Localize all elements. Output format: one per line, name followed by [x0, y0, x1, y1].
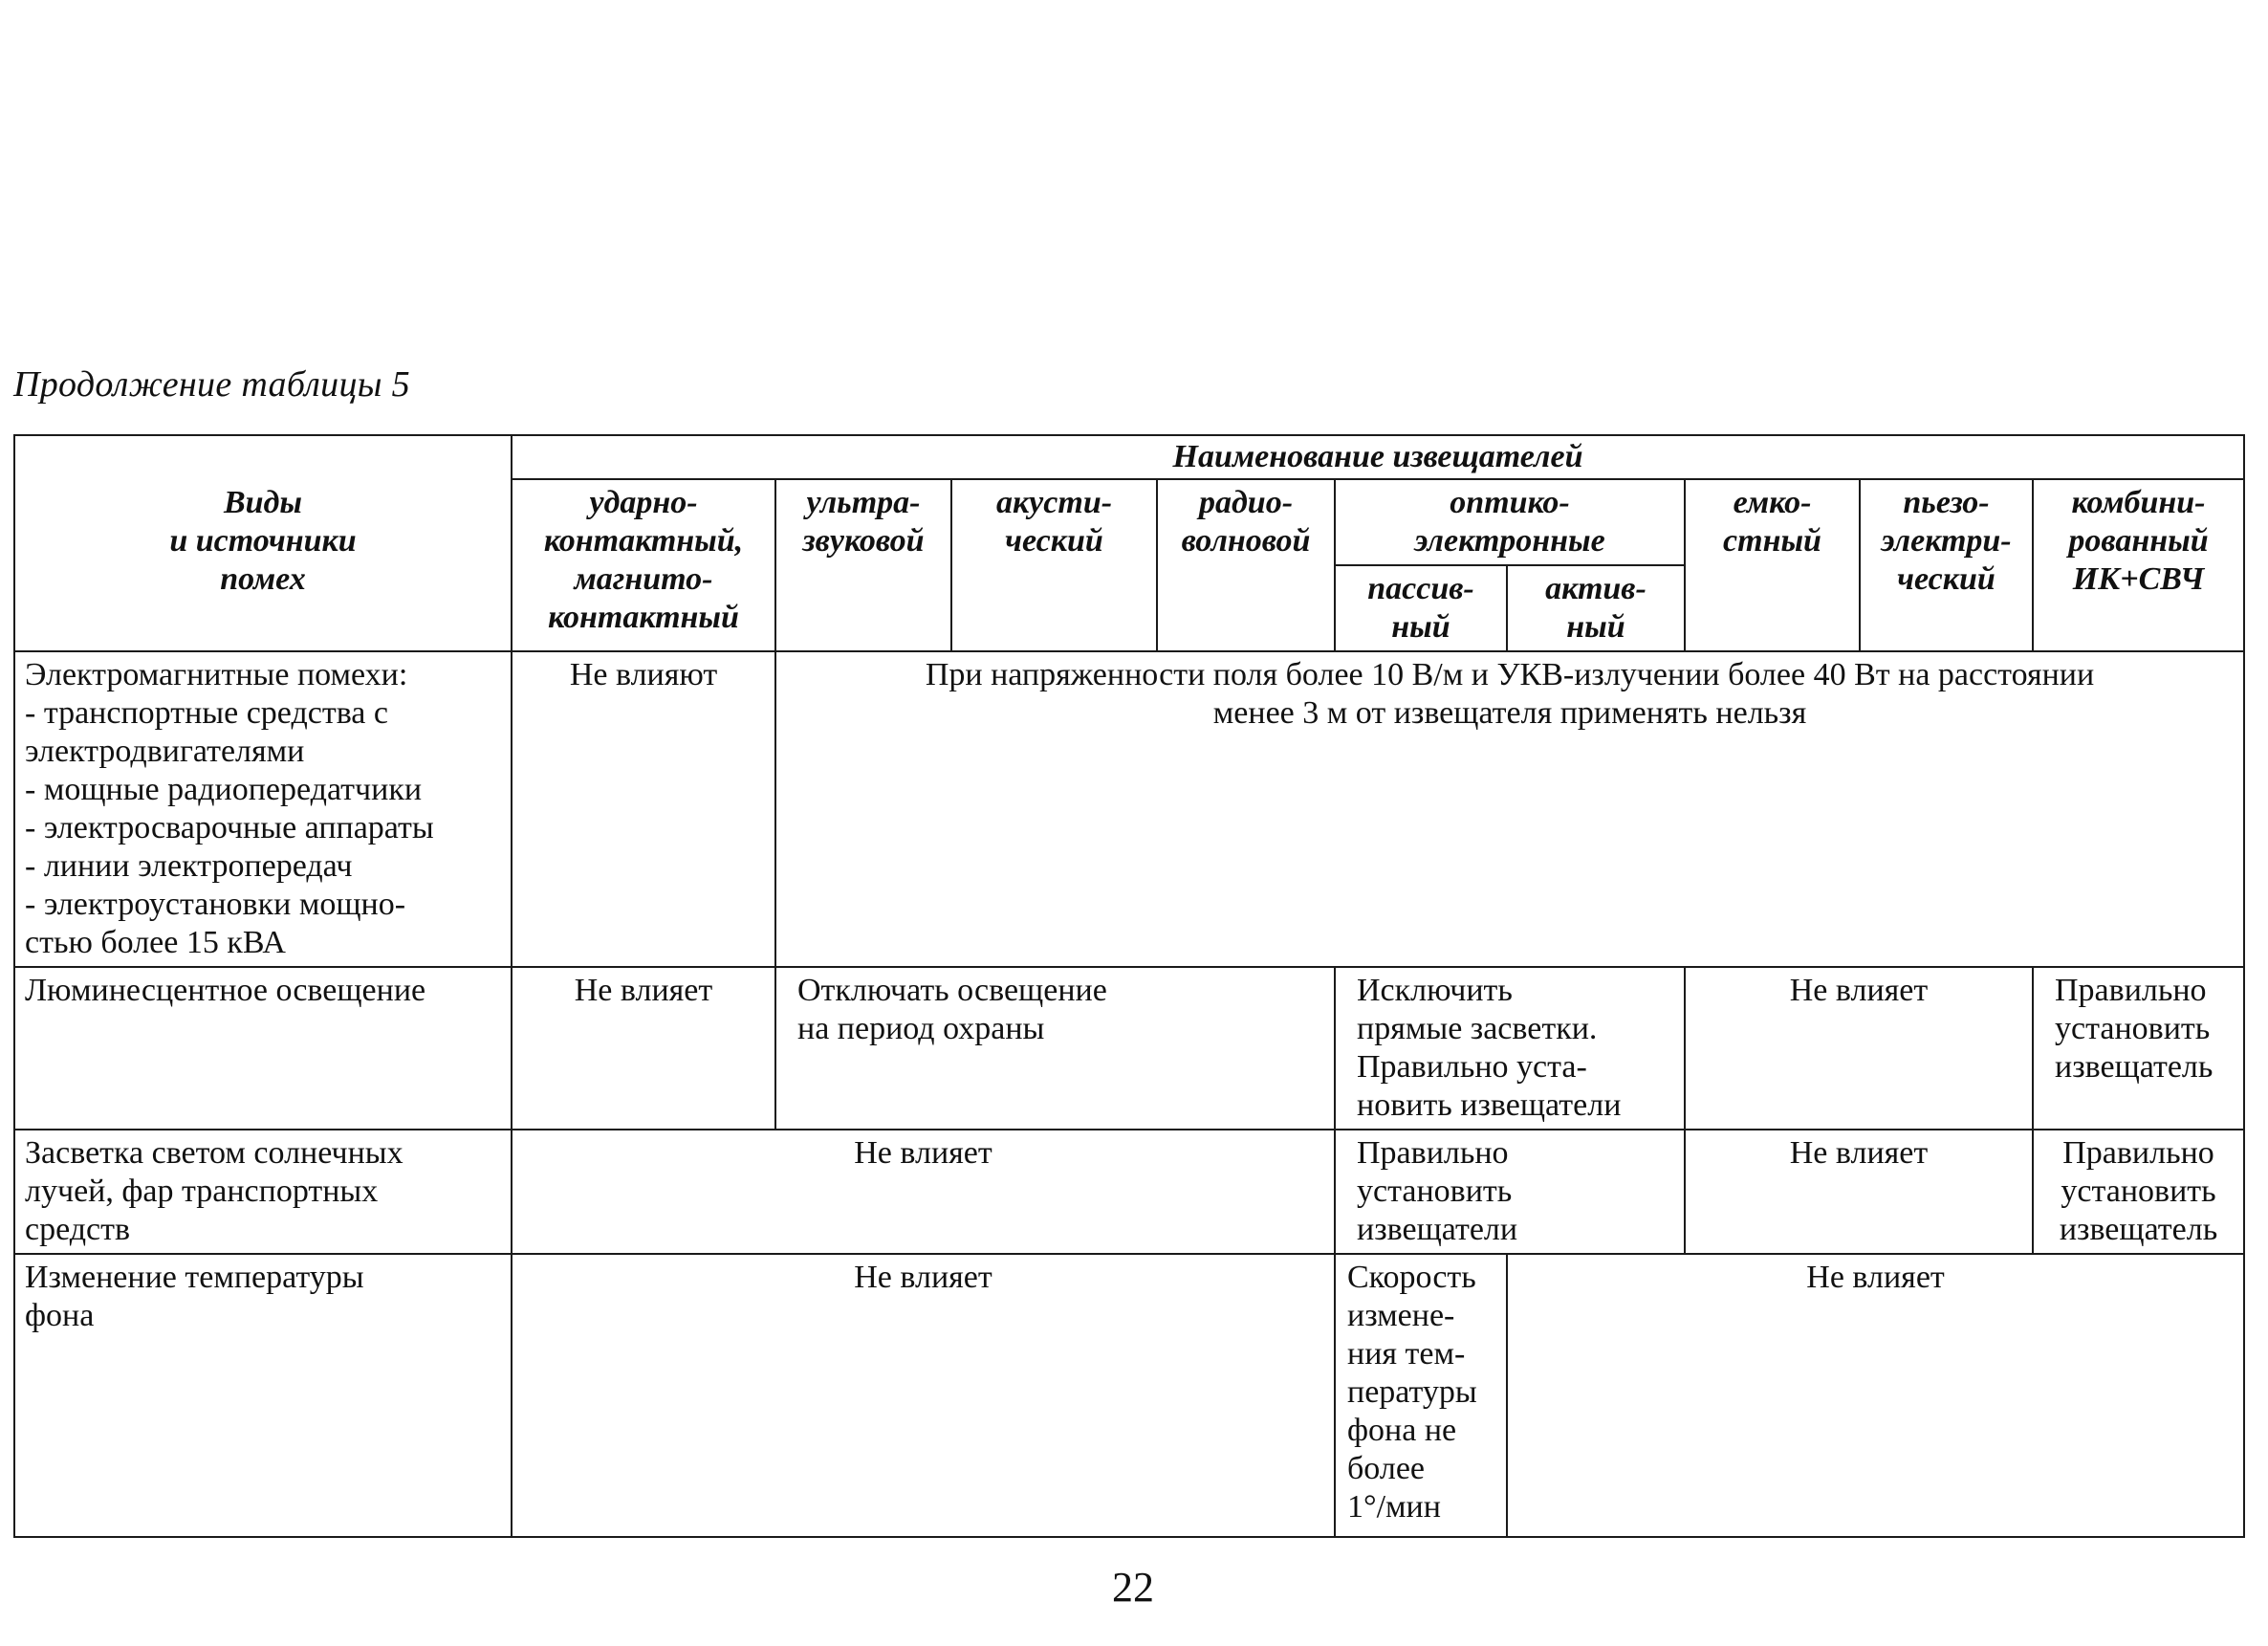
header-col-akust: акусти- ческий [951, 479, 1157, 651]
cell-r1-udarno: Не влияют [512, 651, 775, 967]
cell-r2-kombi: Правильно установить извещатель [2033, 967, 2244, 1130]
header-col-radio: радио- волновой [1157, 479, 1335, 651]
cell-r3-emko-piezo: Не влияет [1685, 1130, 2033, 1254]
header-col-emko: емко- стный [1685, 479, 1860, 651]
header-col-active: актив- ный [1507, 565, 1685, 651]
header-col-piezo: пьезо- электри- ческий [1860, 479, 2033, 651]
header-col-ultra: ультра- звуковой [775, 479, 951, 651]
cell-r3-optiko: Правильно установить извещатели [1335, 1130, 1685, 1254]
cell-r4-udarno-radio: Не влияет [512, 1254, 1335, 1537]
header-row-types: Виды и источники помех [14, 435, 512, 651]
page-number: 22 [1112, 1564, 1154, 1611]
header-col-passive: пассив- ный [1335, 565, 1507, 651]
cell-r2-udarno: Не влияет [512, 967, 775, 1130]
row-label-electromagnetic: Электромагнитные помехи: - транспортные средства с электродвигателями - мощные радиопередатчики - электросварочные аппараты - линии электропередач - электроустановки мощно- стью более 15 кВА [14, 651, 512, 967]
cell-r4-active-kombi: Не влияет [1507, 1254, 2244, 1537]
cell-r2-optiko: Исключить прямые засветки. Правильно уста- новить извещатели [1335, 967, 1685, 1130]
cell-r3-udarno-radio: Не влияет [512, 1130, 1335, 1254]
header-group-detectors: Наименование извещателей [512, 435, 2244, 479]
row-label-fluorescent: Люминесцентное освещение [14, 967, 512, 1130]
cell-r2-ultra-radio: Отключать освещение на период охраны [775, 967, 1335, 1130]
header-col-optiko: оптико- электронные [1335, 479, 1685, 565]
cell-r2-emko-piezo: Не влияет [1685, 967, 2033, 1130]
cell-r4-passive: Скорость измене- ния тем- пературы фона не более 1°/мин [1335, 1254, 1507, 1537]
table-caption: Продолжение таблицы 5 [13, 364, 410, 405]
cell-r1-others: При напряженности поля более 10 В/м и УКВ-излучении более 40 Вт на расстоянии менее 3 м от извещателя применять нельзя [775, 651, 2244, 967]
header-col-kombi: комбини- рованный ИК+СВЧ [2033, 479, 2244, 651]
row-label-sunlight: Засветка светом солнечных лучей, фар транспортных средств [14, 1130, 512, 1254]
row-label-temperature: Изменение температуры фона [14, 1254, 512, 1537]
header-col-udarno: ударно- контактный, магнито- контактный [512, 479, 775, 651]
cell-r3-kombi: Правильно установить извещатель [2033, 1130, 2244, 1254]
interference-table [13, 434, 2245, 1538]
